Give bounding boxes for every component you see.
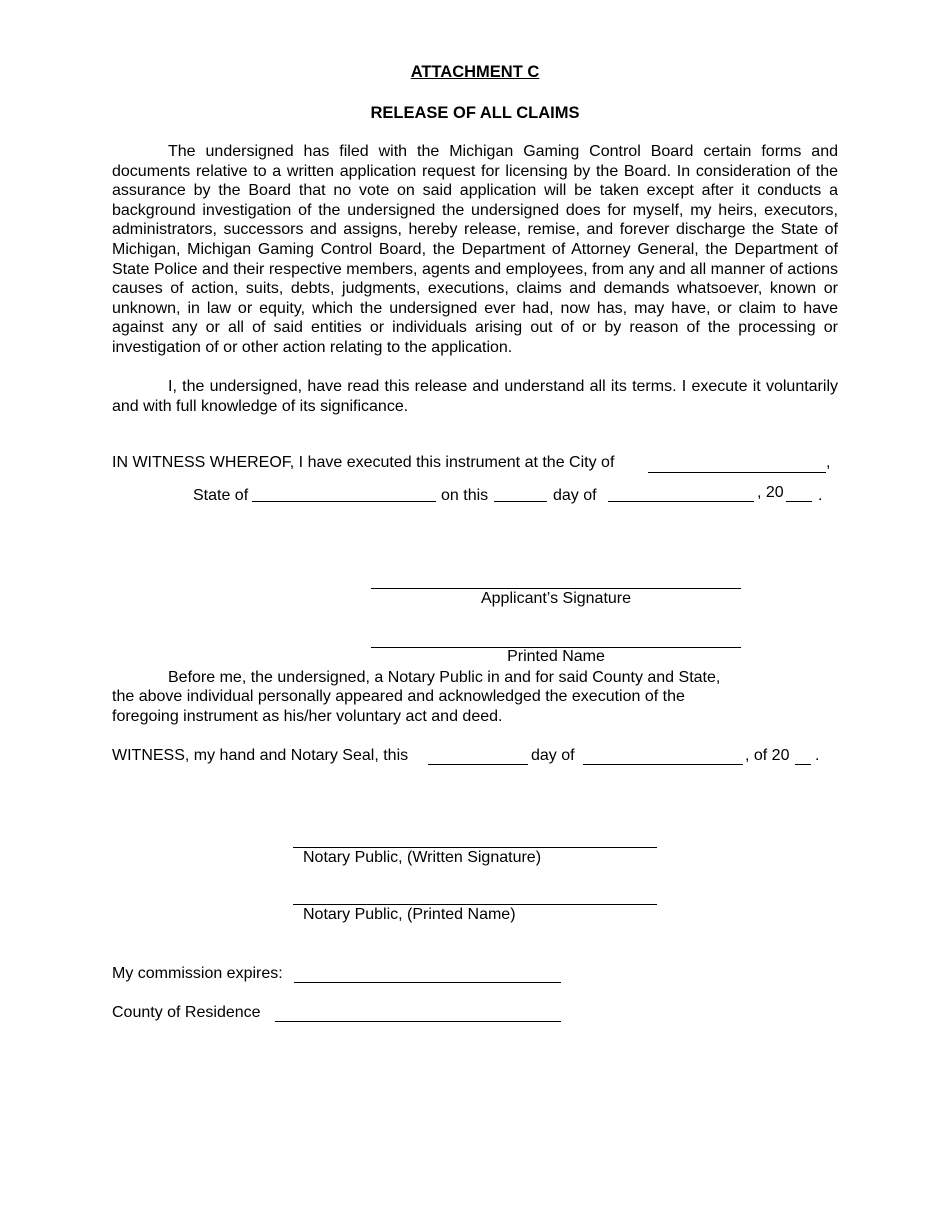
- witness-statement-label: IN WITNESS WHEREOF, I have executed this instrument at the City of: [112, 454, 615, 471]
- notary-intro-line-2: the above individual personally appeared and acknowledged the execution of the: [112, 688, 685, 705]
- notary-year-field[interactable]: [795, 764, 811, 765]
- notary-of-20-label: , of 20: [745, 747, 790, 764]
- date-period: .: [818, 487, 823, 504]
- document-title: RELEASE OF ALL CLAIMS: [370, 104, 580, 122]
- release-paragraph-text: The undersigned has filed with the Michigan Gaming Control Board certain forms and documents relative to a written application request for licensing by the Board. In consideration of the assurance by the Board that no vote on said application will be taken except after it conducts a background investigation of the undersigned the undersigned does for myself, my heirs, executors, administrators, successors and assigns, hereby release, remise, and forever discharge the State of Michigan, Michigan Gaming Control Board, the Department of Attorney General, the Department of State Police and their respective members, agents and employees, from any and all manner of actions causes of action, suits, debts, judgments, executions, claims and demands whatsoever, known or unknown, in law or equity, which the undersigned ever had, now has, may have, or claim to have against any or all of said entities or individuals arising out of or by reason of the processing or investigation of or other action relating to the application.: [112, 143, 838, 356]
- state-of-label: State of: [193, 487, 249, 504]
- notary-written-signature-label: Notary Public, (Written Signature): [303, 849, 542, 866]
- commission-expires-label: My commission expires:: [112, 965, 283, 982]
- notary-witness-label: WITNESS, my hand and Notary Seal, this: [112, 747, 409, 764]
- notary-intro-line-3: foregoing instrument as his/her voluntary act and deed.: [112, 708, 503, 725]
- release-paragraph: [112, 142, 838, 358]
- notary-day-of-label: day of: [531, 747, 575, 764]
- city-field[interactable]: [648, 472, 826, 473]
- year-field[interactable]: [786, 501, 812, 502]
- notary-day-field[interactable]: [428, 764, 528, 765]
- day-of-label: day of: [553, 487, 597, 504]
- state-field[interactable]: [252, 501, 436, 502]
- acknowledgment-paragraph-text: I, the undersigned, have read this release and understand all its terms. I execute it voluntarily and with full knowledge of its significance.: [112, 378, 838, 415]
- notary-printed-name-label: Notary Public, (Printed Name): [303, 906, 516, 923]
- acknowledgment-paragraph: [112, 377, 838, 416]
- year-prefix: , 20: [757, 484, 784, 501]
- notary-written-signature-line[interactable]: [293, 847, 657, 848]
- applicant-printed-name-label: Printed Name: [507, 648, 605, 665]
- notary-period: .: [815, 747, 820, 764]
- notary-intro-line-1: Before me, the undersigned, a Notary Public in and for said County and State,: [168, 669, 721, 686]
- commission-expires-field[interactable]: [294, 982, 561, 983]
- applicant-signature-label: Applicant’s Signature: [480, 590, 632, 607]
- attachment-heading: ATTACHMENT C: [410, 63, 540, 81]
- day-field[interactable]: [494, 501, 547, 502]
- county-of-residence-field[interactable]: [275, 1021, 561, 1022]
- county-of-residence-label: County of Residence: [112, 1004, 261, 1021]
- notary-printed-name-line[interactable]: [293, 904, 657, 905]
- witness-comma: ,: [826, 454, 831, 471]
- notary-month-field[interactable]: [583, 764, 743, 765]
- applicant-signature-line[interactable]: [371, 588, 741, 589]
- month-field[interactable]: [608, 501, 754, 502]
- on-this-label: on this: [441, 487, 489, 504]
